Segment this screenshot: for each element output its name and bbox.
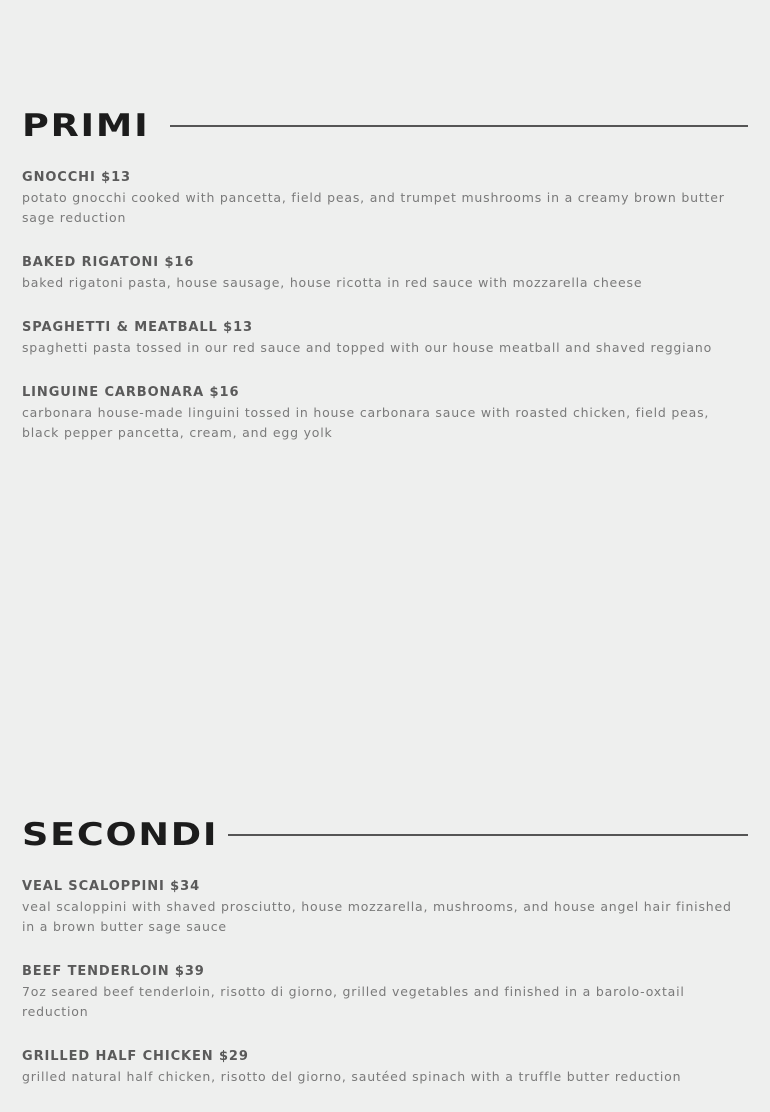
menu-item-name: GRILLED HALF CHICKEN $29 xyxy=(22,1049,249,1064)
section-divider xyxy=(170,125,748,127)
menu-item-name: GNOCCHI $13 xyxy=(22,170,131,185)
section-divider xyxy=(228,834,748,836)
menu-item-description: spaghetti pasta tossed in our red sauce and topped with our house meatball and shaved reggiano xyxy=(22,340,713,355)
menu-item xyxy=(22,1047,748,1087)
primi-section xyxy=(22,106,748,468)
section-header xyxy=(22,815,748,855)
menu-item-name: BAKED RIGATONI $16 xyxy=(22,255,195,270)
menu-item-description: grilled natural half chicken, risotto del giorno, sautéed spinach with a truffle butter reduction xyxy=(22,1069,682,1084)
menu-item xyxy=(22,383,748,443)
menu-item-name: VEAL SCALOPPINI $34 xyxy=(22,879,201,894)
menu-item-description: 7oz seared beef tenderloin, risotto di giorno, grilled vegetables and finished in a barolo-oxtail reduction xyxy=(22,984,685,1019)
menu-item-description: baked rigatoni pasta, house sausage, house ricotta in red sauce with mozzarella cheese xyxy=(22,275,643,290)
menu-item-name: BEEF TENDERLOIN $39 xyxy=(22,964,205,979)
secondi-section xyxy=(22,815,748,1112)
menu-item-name: LINGUINE CARBONARA $16 xyxy=(22,385,240,400)
menu-items xyxy=(22,877,748,1087)
menu-item-description: veal scaloppini with shaved prosciutto, house mozzarella, mushrooms, and house angel hair finished in a brown butter sage sauce xyxy=(22,899,732,934)
menu-item-name: SPAGHETTI & MEATBALL $13 xyxy=(22,320,253,335)
section-title: SECONDI xyxy=(22,817,219,853)
section-title: PRIMI xyxy=(22,108,150,144)
menu-item xyxy=(22,253,748,293)
menu-items xyxy=(22,168,748,443)
menu-item xyxy=(22,962,748,1022)
section-header xyxy=(22,106,748,146)
menu-item xyxy=(22,318,748,358)
menu-item-description: potato gnocchi cooked with pancetta, field peas, and trumpet mushrooms in a creamy brown butter sage reduction xyxy=(22,190,725,225)
menu-item xyxy=(22,877,748,937)
menu-item-description: carbonara house-made linguini tossed in house carbonara sauce with roasted chicken, field peas, black pepper pancetta, cream, and egg yolk xyxy=(22,405,710,440)
menu-item xyxy=(22,168,748,228)
